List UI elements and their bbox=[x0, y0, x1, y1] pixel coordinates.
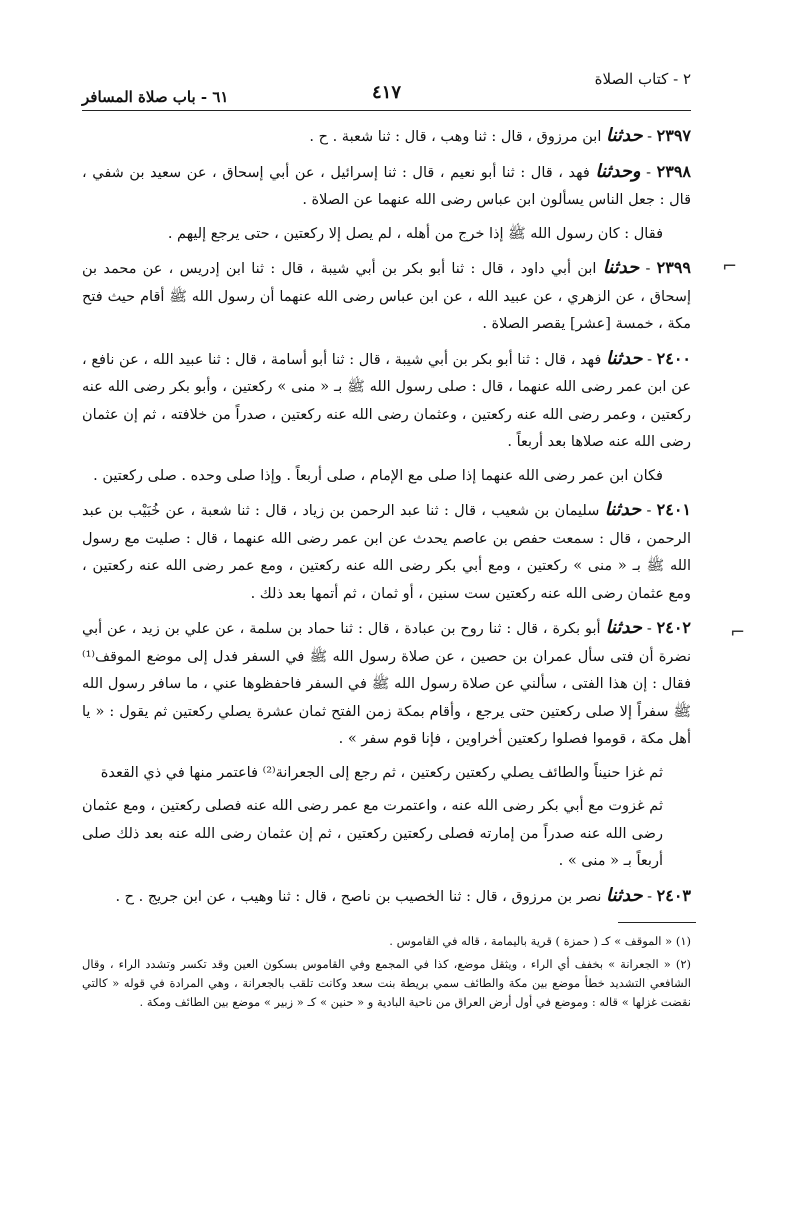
hadith-text: سليمان بن شعيب ، قال : ثنا عبد الرحمن بن زياد ، قال : ثنا شعبة ، عن خُبَيْب بن عبد الرحمن ، قال : سمعت حفص بن عاصم يحدث عن ابن عمر رضى الله عنهما ، قال : صليت مع رسول الله ﷺ بـ « منى » ركعتين ، ومع أبي بكر رضى الله عنه ركعتين ، ومع عمر رضى الله عنه ركعتين ، ومع عثمان رضى الله عنه ركعتين ست سنين ، أو ثمان ، ثم أتمها بعد ذلك . bbox=[82, 503, 691, 602]
hadith-continuation: فكان ابن عمر رضى الله عنهما إذا صلى مع الإمام ، صلى أربعاً . وإذا صلى وحده . صلى ركعتين . bbox=[93, 467, 663, 484]
margin-mark-icon: ⌐ bbox=[722, 256, 738, 277]
hadith-number: ٢٤٠٠ bbox=[656, 348, 692, 368]
hadith-number: ٢٣٩٧ bbox=[656, 126, 691, 145]
hadith-text: ابن مرزوق ، قال : ثنا وهب ، قال : ثنا شعبة . ح . bbox=[309, 129, 602, 145]
hadith-2401: ٢٤٠١ - حدثنا سليمان بن شعيب ، قال : ثنا عبد الرحمن بن زياد ، قال : ثنا شعبة ، عن خُبَيْب بن عبد الرحمن ، قال : سمعت حفص بن عاصم يحدث عن ابن عمر رضى الله عنهما ، قال : صليت مع رسول الله ﷺ بـ « منى » ركعتين ، ومع أبي بكر رضى الله عنه ركعتين ، ومع عمر رضى الله عنه ركعتين ، ومع عثمان رضى الله عنه ركعتين ست سنين ، أو ثمان ، ثم أتمها بعد ذلك . bbox=[82, 499, 692, 602]
hadith-keyword: وحدثنا bbox=[595, 160, 641, 182]
hadith-number: ٢٣٩٨ bbox=[656, 161, 692, 181]
hadith-2402: ٢٤٠٢ - حدثنا أبو بكرة ، قال : ثنا روح بن عبادة ، قال : ثنا حماد بن سلمة ، عن علي بن زيد ، عن أبي نضرة أن فتى سأل عمران بن حصين ، عن صلاة رسول الله ﷺ في السفر فدل إلى موضع الموقف⁽¹⁾ فقال : إن هذا الفتى ، سألني عن صلاة رسول الله ﷺ في السفر فاحفظوها عني ، ما سافر رسول الله ﷺ سفراً إلا صلى ركعتين حتى يرجع ، وأقام بمكة زمن الفتح ثمان عشرة يصلي ركعتين ثم يقول : « يا أهل مكة ، قوموا فصلوا ركعتين أخراوين ، فإنا قوم سفر » . bbox=[82, 617, 692, 747]
page-header bbox=[82, 68, 691, 112]
hadith-keyword: حدثنا bbox=[604, 499, 642, 520]
hadith-text: ابن أبي داود ، قال : ثنا أبو بكر بن أبي شيبة ، قال : ثنا ابن إدريس ، عن محمد بن إسحاق ، عن الزهري ، عن عبيد الله ، عن ابن عباس رضى الله عنهما أن رسول الله ﷺ أقام حيث فتح مكة ، خمسة [عشر] يقصر الصلاة . bbox=[82, 261, 691, 332]
hadith-keyword: حدثنا bbox=[605, 617, 642, 638]
hadith-number: ٢٤٠٢ bbox=[656, 618, 692, 637]
hadith-2400: ٢٤٠٠ - حدثنا فهد ، قال : ثنا أبو بكر بن أبي شيبة ، قال : ثنا أبو أسامة ، قال : ثنا عبيد الله ، عن نافع ، عن ابن عمر رضى الله عنهما ، قال : صلى رسول الله ﷺ بـ « منى » ركعتين ، وأبو بكر رضى الله عنه ركعتين ، وعمر رضى الله عنه ركعتين ، وعثمان رضى الله عنه ركعتين ، صدراً من خلافته ، ثم إن عثمان رضى الله عنه صلاها بعد أربعاً . bbox=[82, 347, 692, 450]
hadith-number: ٢٤٠١ bbox=[656, 500, 692, 519]
hadith-text: فهد ، قال : ثنا أبو نعيم ، قال : ثنا إسرائيل ، عن أبي إسحاق ، عن سعيد بن شفي ، قال : جعل الناس يسألون ابن عباس رضى الله عنهما عن الصلاة . bbox=[82, 164, 691, 208]
footnote-1: (١) « الموقف » كـ ( حمزة ) قرية باليمامة ، قاله في القاموس . bbox=[389, 934, 691, 948]
hadith-number: ٢٤٠٣ bbox=[656, 885, 691, 905]
footnote-2: (٢) « الجعرانة » بخفف أي الراء ، ويثقل موضع، كذا في المجمع وفي القاموس بسكون العين وقد تكسر وتشدد الراء ، وقال الشافعي التشديد خطأ موضع بين مكة والطائف سمي بريطة بنت سعد وكانت تلقب بالجعرانة ، وهي المرادة في قوله « كالتي نقضت غزلها » قاله : وموضع في أول أرض العراق من ناحية البادية و « حنين » كـ « زبير » موضع بين الطائف ومكة . bbox=[82, 957, 691, 1009]
hadith-continuation: ثم غزا حنيناً والطائف يصلي ركعتين ركعتين ، ثم رجع إلى الجعرانة⁽²⁾ فاعتمر منها في ذي القعدة bbox=[100, 764, 663, 781]
hadith-2403: ٢٤٠٣ - حدثنا نصر بن مرزوق ، قال : ثنا الخصيب بن ناصح ، قال : ثنا وهيب ، عن ابن جريج . ح . bbox=[115, 884, 691, 906]
hadith-keyword: حدثنا bbox=[605, 347, 643, 369]
hadith-keyword: حدثنا bbox=[605, 884, 643, 906]
hadith-keyword: حدثنا bbox=[602, 257, 640, 278]
page-number: ٤١٧ bbox=[371, 82, 401, 103]
hadith-number: ٢٣٩٩ bbox=[656, 258, 692, 277]
page-body bbox=[82, 122, 691, 917]
chapter-title: ٦١ - باب صلاة المسافر bbox=[82, 88, 229, 106]
footnotes bbox=[82, 932, 691, 1016]
hadith-2399: ٢٣٩٩ - حدثنا ابن أبي داود ، قال : ثنا أبو بكر بن أبي شيبة ، قال : ثنا ابن إدريس ، عن محمد بن إسحاق ، عن الزهري ، عن عبيد الله ، عن ابن عباس رضى الله عنهما أن رسول الله ﷺ أقام حيث فتح مكة ، خمسة [عشر] يقصر الصلاة . bbox=[82, 257, 692, 332]
hadith-continuation: فقال : كان رسول الله ﷺ إذا خرج من أهله ، لم يصل إلا ركعتين ، حتى يرجع إليهم . bbox=[167, 225, 663, 242]
footnote-rule bbox=[618, 922, 696, 923]
hadith-keyword: حدثنا bbox=[605, 125, 643, 146]
book-title: ٢ - كتاب الصلاة bbox=[594, 70, 691, 88]
hadith-text: فهد ، قال : ثنا أبو بكر بن أبي شيبة ، قال : ثنا أبو أسامة ، قال : ثنا عبيد الله ، عن نافع ، عن ابن عمر رضى الله عنهما ، قال : صلى رسول الله ﷺ بـ « منى » ركعتين ، وأبو بكر رضى الله عنه ركعتين ، وعمر رضى الله عنه ركعتين ، وعثمان رضى الله عنه ركعتين ، صدراً من خلافته ، ثم إن عثمان رضى الله عنه صلاها بعد أربعاً . bbox=[82, 351, 691, 450]
margin-mark-icon: ⌐ bbox=[730, 622, 746, 643]
hadith-continuation: ثم غزوت مع أبي بكر رضى الله عنه ، واعتمرت مع عمر رضى الله عنه فصلى ركعتين ، ومع عثمان رضى الله عنه صدراً من إمارته فصلى ركعتين ركعتين ، ثم إن عثمان رضى الله عنه بعد ذلك صلى أربعاً بـ « منى » . bbox=[82, 798, 663, 869]
hadith-text: نصر بن مرزوق ، قال : ثنا الخصيب بن ناصح ، قال : ثنا وهيب ، عن ابن جريج . ح . bbox=[115, 888, 602, 905]
header-rule bbox=[82, 110, 691, 111]
hadith-2398: ٢٣٩٨ - وحدثنا فهد ، قال : ثنا أبو نعيم ، قال : ثنا إسرائيل ، عن أبي إسحاق ، عن سعيد بن شفي ، قال : جعل الناس يسألون ابن عباس رضى الله عنهما عن الصلاة . bbox=[82, 160, 692, 208]
hadith-2397: ٢٣٩٧ - حدثنا ابن مرزوق ، قال : ثنا وهب ، قال : ثنا شعبة . ح . bbox=[309, 125, 691, 146]
hadith-text: أبو بكرة ، قال : ثنا روح بن عبادة ، قال : ثنا حماد بن سلمة ، عن علي بن زيد ، عن أبي نضرة أن فتى سأل عمران بن حصين ، عن صلاة رسول الله ﷺ في السفر فدل إلى موضع الموقف⁽¹⁾ فقال : إن هذا الفتى ، سألني عن صلاة رسول الله ﷺ في السفر فاحفظوها عني ، ما سافر رسول الله ﷺ سفراً إلا صلى ركعتين حتى يرجع ، وأقام بمكة زمن الفتح ثمان عشرة يصلي ركعتين ثم يقول : « يا أهل مكة ، قوموا فصلوا ركعتين أخراوين ، فإنا قوم سفر » . bbox=[82, 621, 691, 747]
